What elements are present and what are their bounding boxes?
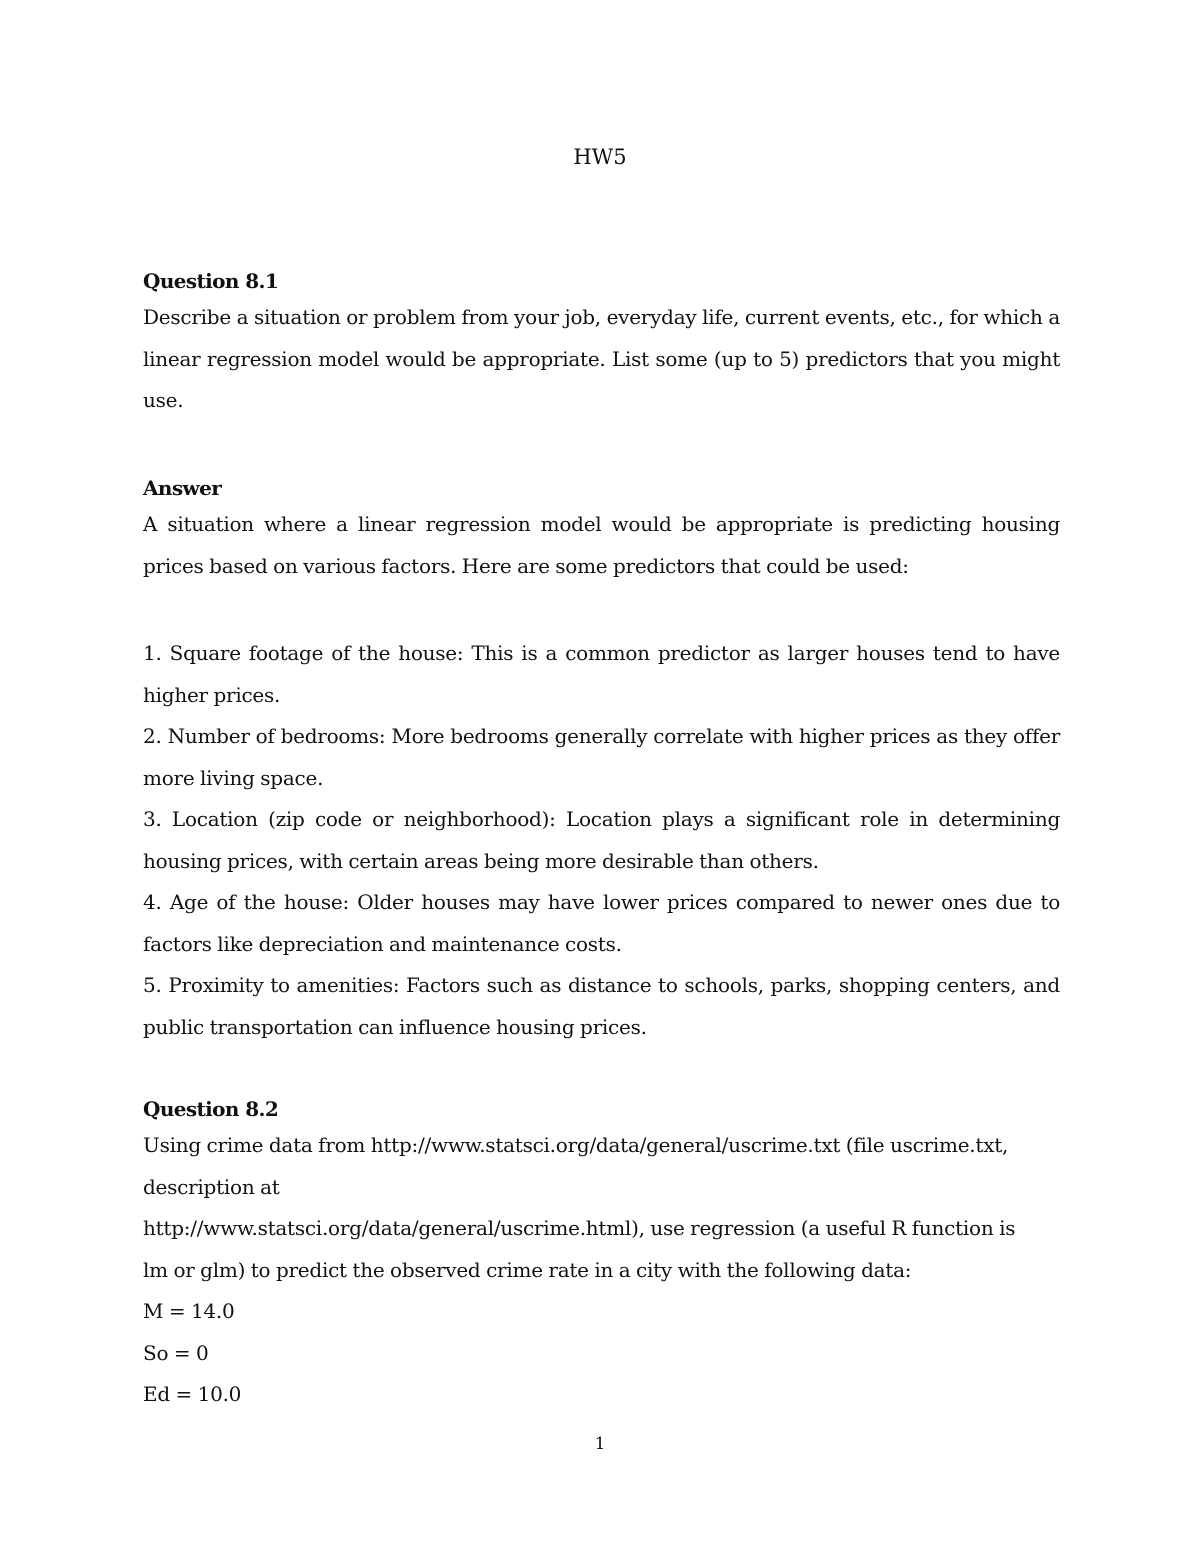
question-8-2-heading: Question 8.2	[143, 1097, 279, 1121]
answer-heading: Answer	[143, 476, 222, 500]
question-8-1-section	[143, 266, 1060, 422]
question-8-1-heading: Question 8.1	[143, 269, 279, 293]
question-8-2-line: http://www.statsci.org/data/general/uscrime.html), use regression (a useful R function is	[143, 1216, 1016, 1240]
page-number: 1	[594, 1434, 606, 1454]
answer-section	[143, 473, 1060, 587]
predictor-item-4: 4. Age of the house: Older houses may have lower prices compared to newer ones due to factors like depreciation and maintenance costs.	[143, 890, 1060, 956]
predictor-item-1: 1. Square footage of the house: This is a common predictor as larger houses tend to have higher prices.	[143, 641, 1060, 707]
question-8-2-text	[143, 1125, 1060, 1416]
variable-so: So = 0	[143, 1340, 209, 1365]
document-title: HW5	[573, 145, 627, 169]
question-8-1-text: Describe a situation or problem from your job, everyday life, current events, etc., for which a linear regression model would be appropriate. List some (up to 5) predictors that you might use.	[143, 305, 1060, 412]
variable-m: M = 14.0	[143, 1299, 235, 1323]
predictor-item-5: 5. Proximity to amenities: Factors such as distance to schools, parks, shopping centers, and public transportation can influence housing prices.	[143, 973, 1060, 1039]
variable-ed: Ed = 10.0	[143, 1382, 242, 1406]
answer-intro: A situation where a linear regression model would be appropriate is predicting housing prices based on various factors. Here are some predictors that could be used:	[143, 512, 1060, 578]
question-8-2-line: description at	[143, 1174, 280, 1199]
predictor-item-2: 2. Number of bedrooms: More bedrooms generally correlate with higher prices as they offer more living space.	[143, 724, 1060, 790]
question-8-2-line: Using crime data from http://www.statsci.org/data/general/uscrime.txt (file uscrime.txt,	[143, 1133, 1009, 1157]
predictor-item-3: 3. Location (zip code or neighborhood): Location plays a significant role in determining housing prices, with certain areas being more desirable than others.	[143, 807, 1060, 873]
predictor-list	[143, 633, 1060, 1048]
question-8-2-section	[143, 1094, 1060, 1416]
question-8-2-line: lm or glm) to predict the observed crime rate in a city with the following data:	[143, 1257, 912, 1282]
